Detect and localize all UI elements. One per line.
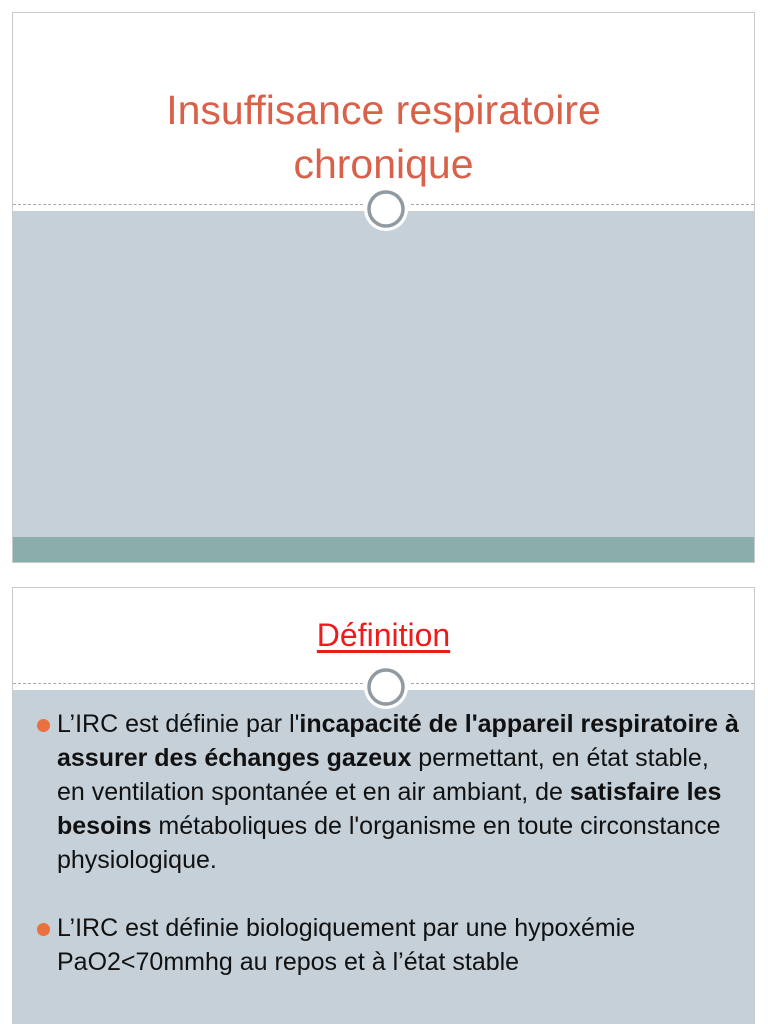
slide-2 (12, 587, 755, 1024)
bullet-emphasis: incapacité de l'appareil respiratoire à assurer des échanges gazeux (57, 710, 739, 772)
ring-divider-icon (363, 664, 409, 710)
bullet-item (37, 911, 742, 979)
bullet-emphasis: satisfaire les besoins (57, 778, 722, 840)
bullet-text: L’IRC est définie par l' (57, 710, 300, 738)
bullet-dot-icon (37, 719, 50, 732)
bullet-dot-icon (37, 923, 50, 936)
bullet-item (37, 707, 742, 877)
slide-2-title: Définition (316, 617, 451, 653)
slide-1-title-line-2: chronique (293, 141, 474, 187)
bullet-text: métaboliques de l'organisme en toute circonstance physiologique. (57, 812, 721, 874)
bullet-text: permettant, en état stable, en ventilation spontanée et en air ambiant, de (57, 744, 709, 806)
divider-dash-left (13, 683, 363, 684)
slide-1-title-area (13, 13, 754, 205)
divider-dash-left (13, 204, 363, 205)
slide-1-title (13, 83, 754, 191)
bullet-list (37, 707, 742, 1013)
slide-1-title-line-1: Insuffisance respiratoire (166, 87, 601, 133)
divider-dash-right (411, 204, 754, 205)
slide-1-body (13, 211, 754, 537)
ring-divider-icon (363, 186, 409, 232)
slide-1-footer-band (13, 537, 754, 563)
divider-dash-right (411, 683, 754, 684)
bullet-text: L’IRC est définie biologiquement par une hypoxémie PaO2<70mmhg au repos et à l’état stable (57, 914, 636, 976)
slide-1 (12, 12, 755, 563)
